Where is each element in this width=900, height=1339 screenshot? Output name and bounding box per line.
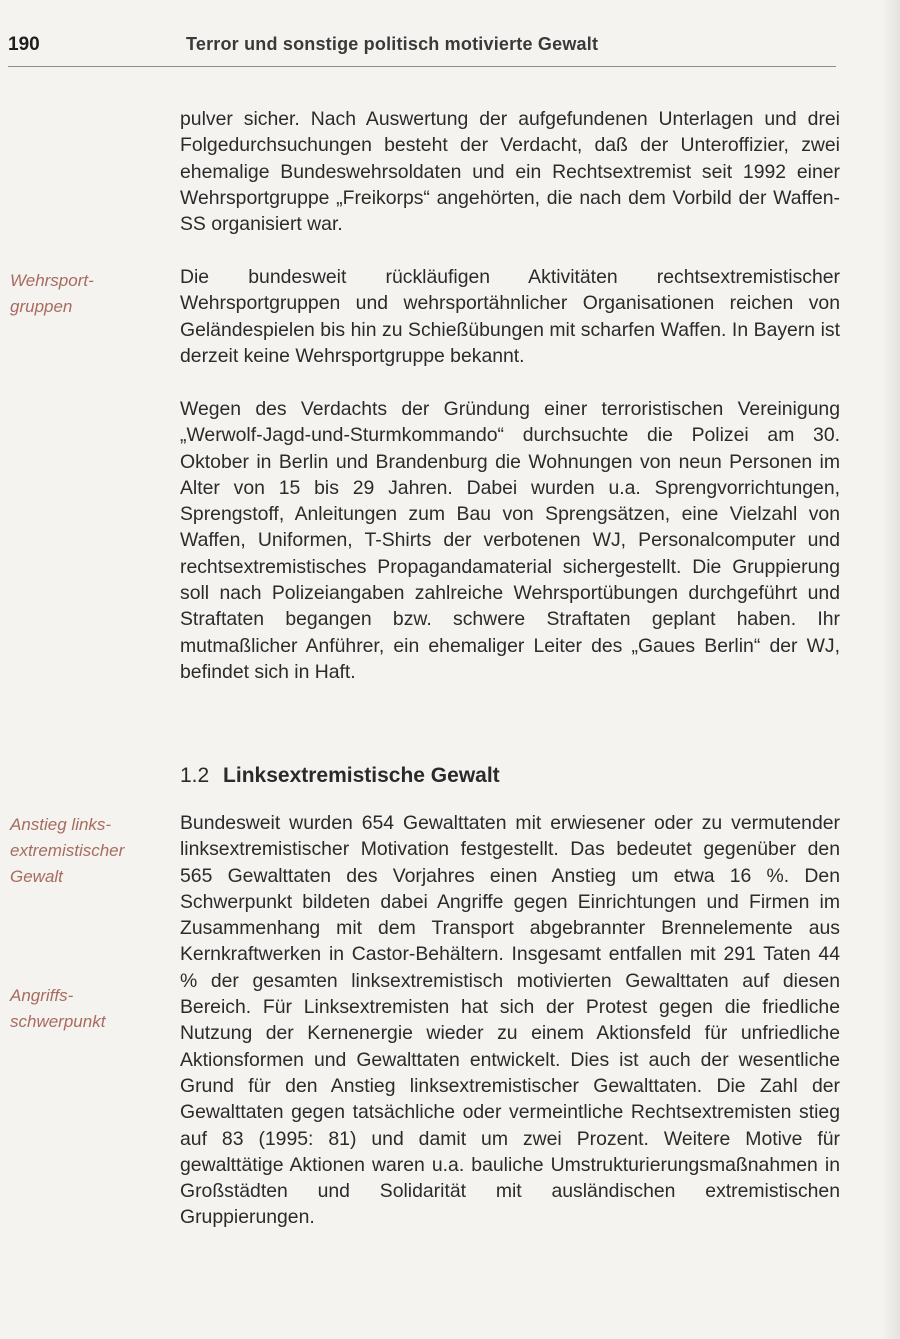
paragraph-4 — [180, 810, 840, 1231]
margin-note-angriffsschwerpunkt — [10, 983, 160, 1035]
page-edge-shadow — [882, 0, 900, 1339]
paragraph-1 — [180, 106, 840, 237]
paragraph-2 — [180, 264, 840, 369]
margin-note-wehrsportgruppen — [10, 268, 160, 320]
paragraph-text: Bundesweit wurden 654 Gewalttaten mit erwiesener oder zu vermutender linksextremistischer Motivation festgestellt. Das bedeutet gegenüber den 565 Gewalttaten des Vorjahres einen Anstieg um etwa 16 %. Den Schwerpunkt bildeten dabei Angriffe gegen Einrichtungen und Firmen im Zusammenhang mit dem Transport abgebrannter Brennelemente aus Kernkraftwerken in Castor-Behältern. Insgesamt entfallen mit 291 Taten 44 % der gesamten linksextremistisch motivierten Gewalttaten auf diesen Bereich. Für Linksextremisten hat sich der Protest gegen die friedliche Nutzung der Kernenergie wieder zu einem Aktionsfeld für unfriedliche Aktionsformen und Gewalttaten entwickelt. Dies ist auch der wesentliche Grund für den Anstieg linksextremistischer Gewalttaten. Die Zahl der Gewalttaten gegen tatsächliche oder vermeintliche Rechtsextremisten stieg auf 83 (1995: 81) und damit um zwei Prozent. Weitere Motive für gewalttätige Aktionen waren u.a. bauliche Umstrukturierungsmaßnahmen in Großstädten und Solidarität mit ausländischen extremistischen Gruppierungen. — [180, 812, 840, 1229]
margin-note-line: extremistischer — [10, 841, 125, 860]
margin-note-line: Angriffs- — [10, 986, 74, 1005]
paragraph-text: pulver sicher. Nach Auswertung der aufgefundenen Unterlagen und drei Folgedurchsuchungen besteht der Verdacht, daß der Unteroffizier, zwei ehemalige Bundeswehrsoldaten und ein Rechtsextremist seit 1992 einer Wehrsportgruppe „Freikorps“ angehörten, die nach dem Vorbild der Waffen-SS organisiert war. — [180, 108, 840, 236]
paragraph-text: Wegen des Verdachts der Gründung einer terroristischen Vereinigung „Werwolf-Jagd-und-Sturmkommando“ durchsuchte die Polizei am 30. Oktober in Berlin und Brandenburg die Wohnungen von neun Personen im Alter von 15 bis 29 Jahren. Dabei wurden u.a. Sprengvorrichtungen, Sprengstoff, Anleitungen zum Bau von Sprengsätzen, eine Vielzahl von Waffen, Uniformen, T-Shirts der verbotenen WJ, Personalcomputer und rechtsextremistisches Propagandamaterial sichergestellt. Die Gruppierung soll nach Polizeiangaben zahlreiche Wehrsportübungen durchgeführt und Straftaten begangen bzw. schwere Straftaten geplant haben. Ihr mutmaßlicher Anführer, ein ehemaliger Leiter des „Gaues Berlin“ der WJ, befindet sich in Haft. — [180, 398, 840, 683]
running-title: Terror und sonstige politisch motivierte Gewalt — [186, 34, 599, 54]
page-number: 190 — [8, 34, 40, 55]
margin-note-line: Anstieg links- — [10, 815, 112, 834]
margin-note-line: schwerpunkt — [10, 1012, 106, 1031]
margin-note-anstieg — [10, 812, 160, 890]
section-number: 1.2 — [180, 764, 210, 787]
section-title: Linksextremistische Gewalt — [223, 764, 500, 787]
section-heading — [180, 764, 500, 788]
page-header — [8, 26, 836, 67]
paragraph-text: Die bundesweit rückläufigen Aktivitäten rechtsextremistischer Wehrsportgruppen und wehrsportähnlicher Organisationen reichen von Geländespielen bis hin zu Schießübungen mit scharfen Waffen. In Bayern ist derzeit keine Wehrsportgruppe bekannt. — [180, 266, 840, 367]
margin-note-line: gruppen — [10, 297, 73, 316]
paragraph-3 — [180, 396, 840, 685]
margin-note-line: Wehrsport- — [10, 271, 94, 290]
margin-note-line: Gewalt — [10, 867, 63, 886]
